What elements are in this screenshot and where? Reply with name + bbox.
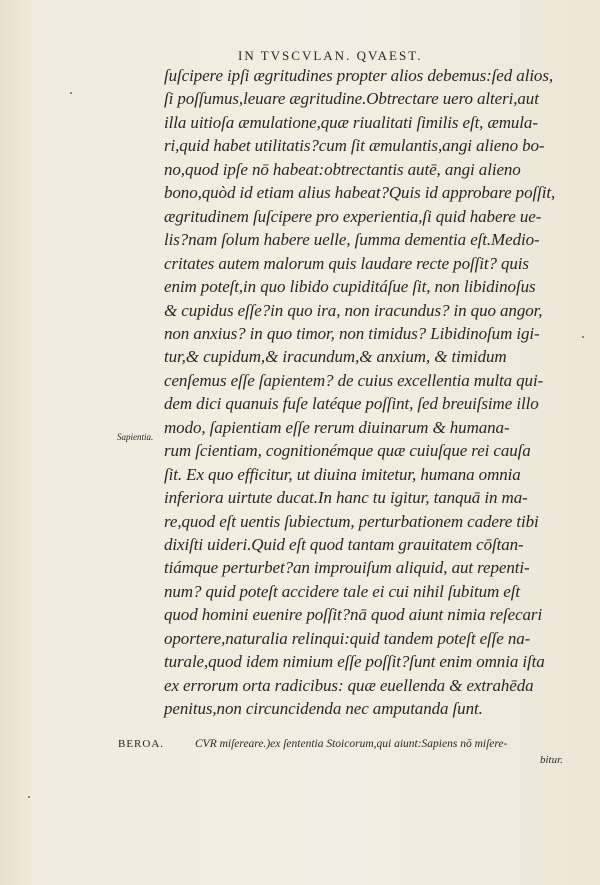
text-line: modo, ſapientiam eſſe rerum diuinarum & humana- [164, 417, 510, 437]
text-line: dixiſti uideri.Quid eſt quod tantam grauitatem cōſtan- [164, 535, 524, 554]
text-line: illa uitioſa æmulatione,quæ riualitati ſimilis eſt, æmula- [164, 112, 538, 132]
text-line: lis?nam ſolum habere uelle, ſumma dementia eſt.Medio- [164, 230, 540, 250]
footnote-continuation: bitur. [540, 754, 563, 766]
text-line: ſuſcipere ipſi ægritudines propter alios debemus:ſed alios, [164, 66, 554, 85]
text-line: ægritudinem ſuſcipere pro experientia,ſi quid habere ue- [164, 206, 542, 226]
text-line: no,quod ipſe nō habeat:obtrectantis autē, angi alieno [164, 159, 521, 179]
text-line: cenſemus eſſe ſapientem? de cuius excellentia multa qui- [164, 370, 544, 390]
text-line: tur,& cupidum,& iracundum,& anxium, & timidum [164, 347, 507, 367]
text-line: ri,quid habet utilitatis?cum ſit æmulantis,angi alieno bo- [164, 136, 545, 156]
paper-speck [70, 92, 72, 94]
text-line: num? quid poteſt accidere tale ei cui nihil ſubitum eſt [164, 581, 520, 601]
text-line: bono,quòd id etiam alius habeat?Quis id approbare poſſit, [164, 183, 556, 203]
text-line: ſi poſſumus,leuare ægritudine.Obtrectare uero alteri,aut [164, 89, 539, 109]
running-head: IN TVSCVLAN. QVAEST. [238, 48, 423, 63]
text-line: ex errorum orta radicibus: quæ euellenda & extrahēda [164, 675, 534, 695]
margin-note: Sapientia. [117, 432, 154, 442]
text-line: dem dici quanuis fuſe latéque poſſint, ſed breuiſsime illo [164, 394, 539, 414]
text-line: quod homini euenire poſſit?nā quod aiunt nimia reſecari [164, 605, 543, 625]
text-line: oportere,naturalia relinqui:quid tandem poteſt eſſe na- [164, 628, 531, 648]
footnote-text: CVR miſereare.)ex ſententia Stoicorum,qui aiunt:Sapiens nō miſere- [195, 738, 508, 750]
text-line: critates autem malorum quis laudare recte poſſit? quis [164, 253, 529, 273]
text-line: enim poteſt,in quo libido cupiditáſue ſit, non libidinoſus [164, 277, 536, 297]
text-line: & cupidus eſſe?in quo ira, non iracundus? in quo angor, [164, 300, 543, 320]
paper-speck [28, 796, 30, 798]
text-line: tiámque perturbet?an improuiſum aliquid, aut repenti- [164, 558, 530, 578]
text-line: re,quod eſt uentis ſubiectum, perturbationem cadere tibi [164, 511, 539, 531]
text-line: non anxius? in quo timor, non timidus? Libidinoſum igi- [164, 323, 540, 343]
footnote [0, 738, 600, 778]
text-line: ſit. Ex quo efficitur, ut diuina imitetur, humana omnia [164, 464, 521, 484]
footnote-sigil: BEROA. [118, 738, 165, 750]
text-line: rum ſcientiam, cognitionémque quæ cuiuſque rei cauſa [164, 441, 531, 461]
paper-speck [582, 336, 584, 338]
text-line: inferiora uirtute ducat.In hanc tu igitur, tanquā in ma- [164, 488, 528, 508]
text-line: penitus,non circuncidenda nec amputanda ſunt. [164, 699, 483, 719]
text-line: turale,quod idem nimium eſſe poſſit?ſunt enim omnia iſta [164, 652, 545, 672]
